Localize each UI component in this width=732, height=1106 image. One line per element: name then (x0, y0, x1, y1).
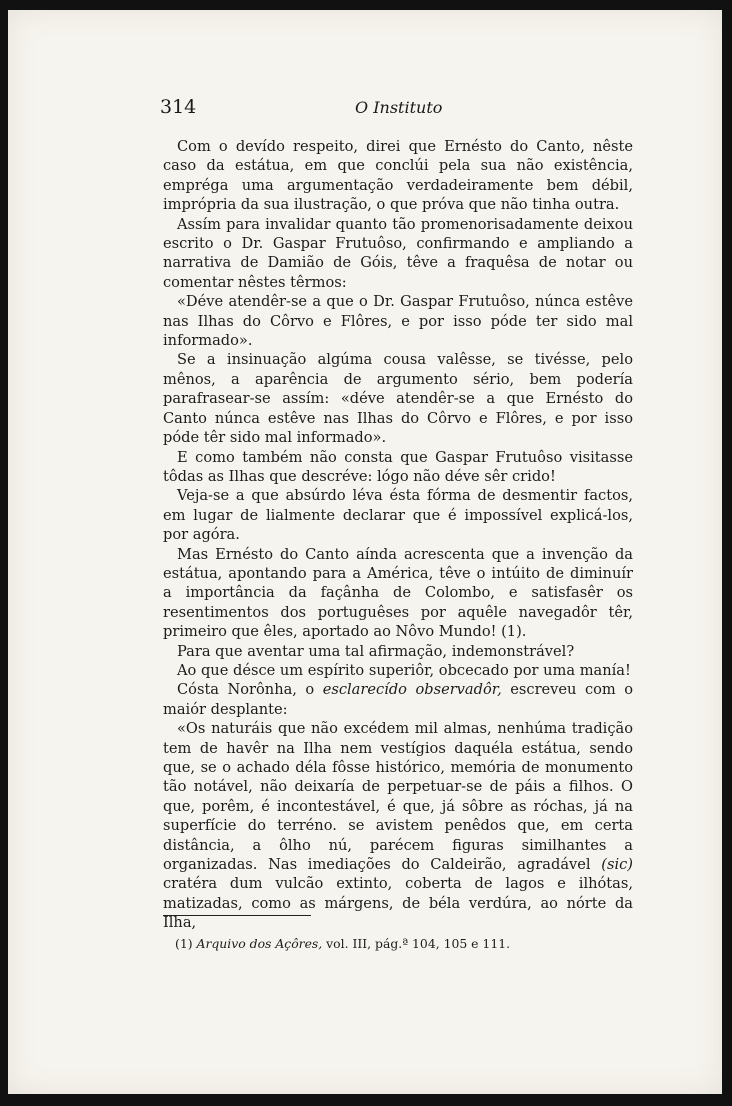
paragraph: Ao que désce um espírito superiôr, obcecado por uma manía! (177, 661, 631, 679)
paragraph: Se a insinuação algúma cousa valêsse, se tivésse, pelo mênos, a aparência de argumento sério, bem podería parafrasear-se assím: «déve atendêr-se a que Ernésto do Canto núnca estêve nas Ilhas do Côrvo e Flôres, e por isso póde têr sido mal informado». (163, 351, 633, 447)
footnote (175, 936, 625, 951)
paragraph: «Déve atendêr-se a que o Dr. Gaspar Frutuôso, núnca estêve nas Ilhas do Côrvo e Flôres, e por isso póde ter sido mal informado». (163, 293, 633, 350)
footnote-title: Arquivo dos Açôres, (196, 936, 323, 951)
paragraph: Com o devído respeito, direi que Ernésto do Canto, nêste caso da estátua, em que conclúi pela sua não existência, empréga uma argumentação verdadeiramente bem débil, imprópria da sua ilustração, o que próva que não tinha outra. (163, 138, 633, 214)
paragraph: «Os naturáis que não excédem mil almas, nenhúma tradição tem de havêr na Ilha nem vestígios daquéla estátua, sendo que, se o achado déla fôsse histórico, memória de monumento tão notável, não deixaría de perpetuar-se de páis a filhos. O que, porêm, é incontestável, é que, já sôbre as róchas, já na superfície do terréno. se avistem penêdos que, em certa distância, a ôlho nú, parécem figuras similhantes a organizadas. Nas imediações do Caldeirão, agradável (sic) cratéra dum vulcão extinto, coberta de lagos e ilhótas, matizadas, como as márgens, de béla verdúra, ao nórte da Ilha, (163, 720, 633, 932)
paragraph: E como também não consta que Gaspar Frutuôso visitasse tôdas as Ilhas que descréve: lógo não déve sêr crido! (163, 448, 633, 485)
italic-phrase: esclarecído observadôr, (322, 681, 502, 699)
page-header (160, 96, 630, 120)
paragraph: Para que aventar uma tal afirmação, indemonstrável? (177, 642, 575, 660)
paragraph: Veja-se a que absúrdo léva ésta fórma de desmentir factos, em lugar de lialmente declarar que é impossível explicá-los, por agóra. (163, 487, 633, 544)
footnote-divider (163, 915, 311, 916)
paragraph: Mas Ernésto do Canto aínda acrescenta que a invenção da estátua, apontando para a América, têve o intúito de diminuír a importância da façânha de Colombo, e satisfasêr os resentimentos dos portuguêses por aquêle navegadôr têr, primeiro que êles, aportado ao Nôvo Mundo! (1). (163, 545, 633, 641)
footnote-details: vol. III, pág.ª 104, 105 e 111. (322, 936, 511, 951)
footnote-marker: (1) (175, 936, 197, 951)
page-number: 314 (160, 96, 197, 118)
running-head: O Instituto (355, 98, 443, 117)
paragraph: Assím para invalidar quanto tão promenorisadamente deixou escrito o Dr. Gaspar Frutuôso, confirmando e ampliando a narrativa de Damião de Góis, têve a fraquêsa de notar ou comentar nêstes têrmos: (163, 215, 633, 291)
paragraph: Cósta Norônha, o esclarecído observadôr, escreveu com o maiór desplante: (163, 681, 634, 718)
italic-sic: (sic) (601, 856, 633, 874)
body-text (163, 137, 633, 933)
